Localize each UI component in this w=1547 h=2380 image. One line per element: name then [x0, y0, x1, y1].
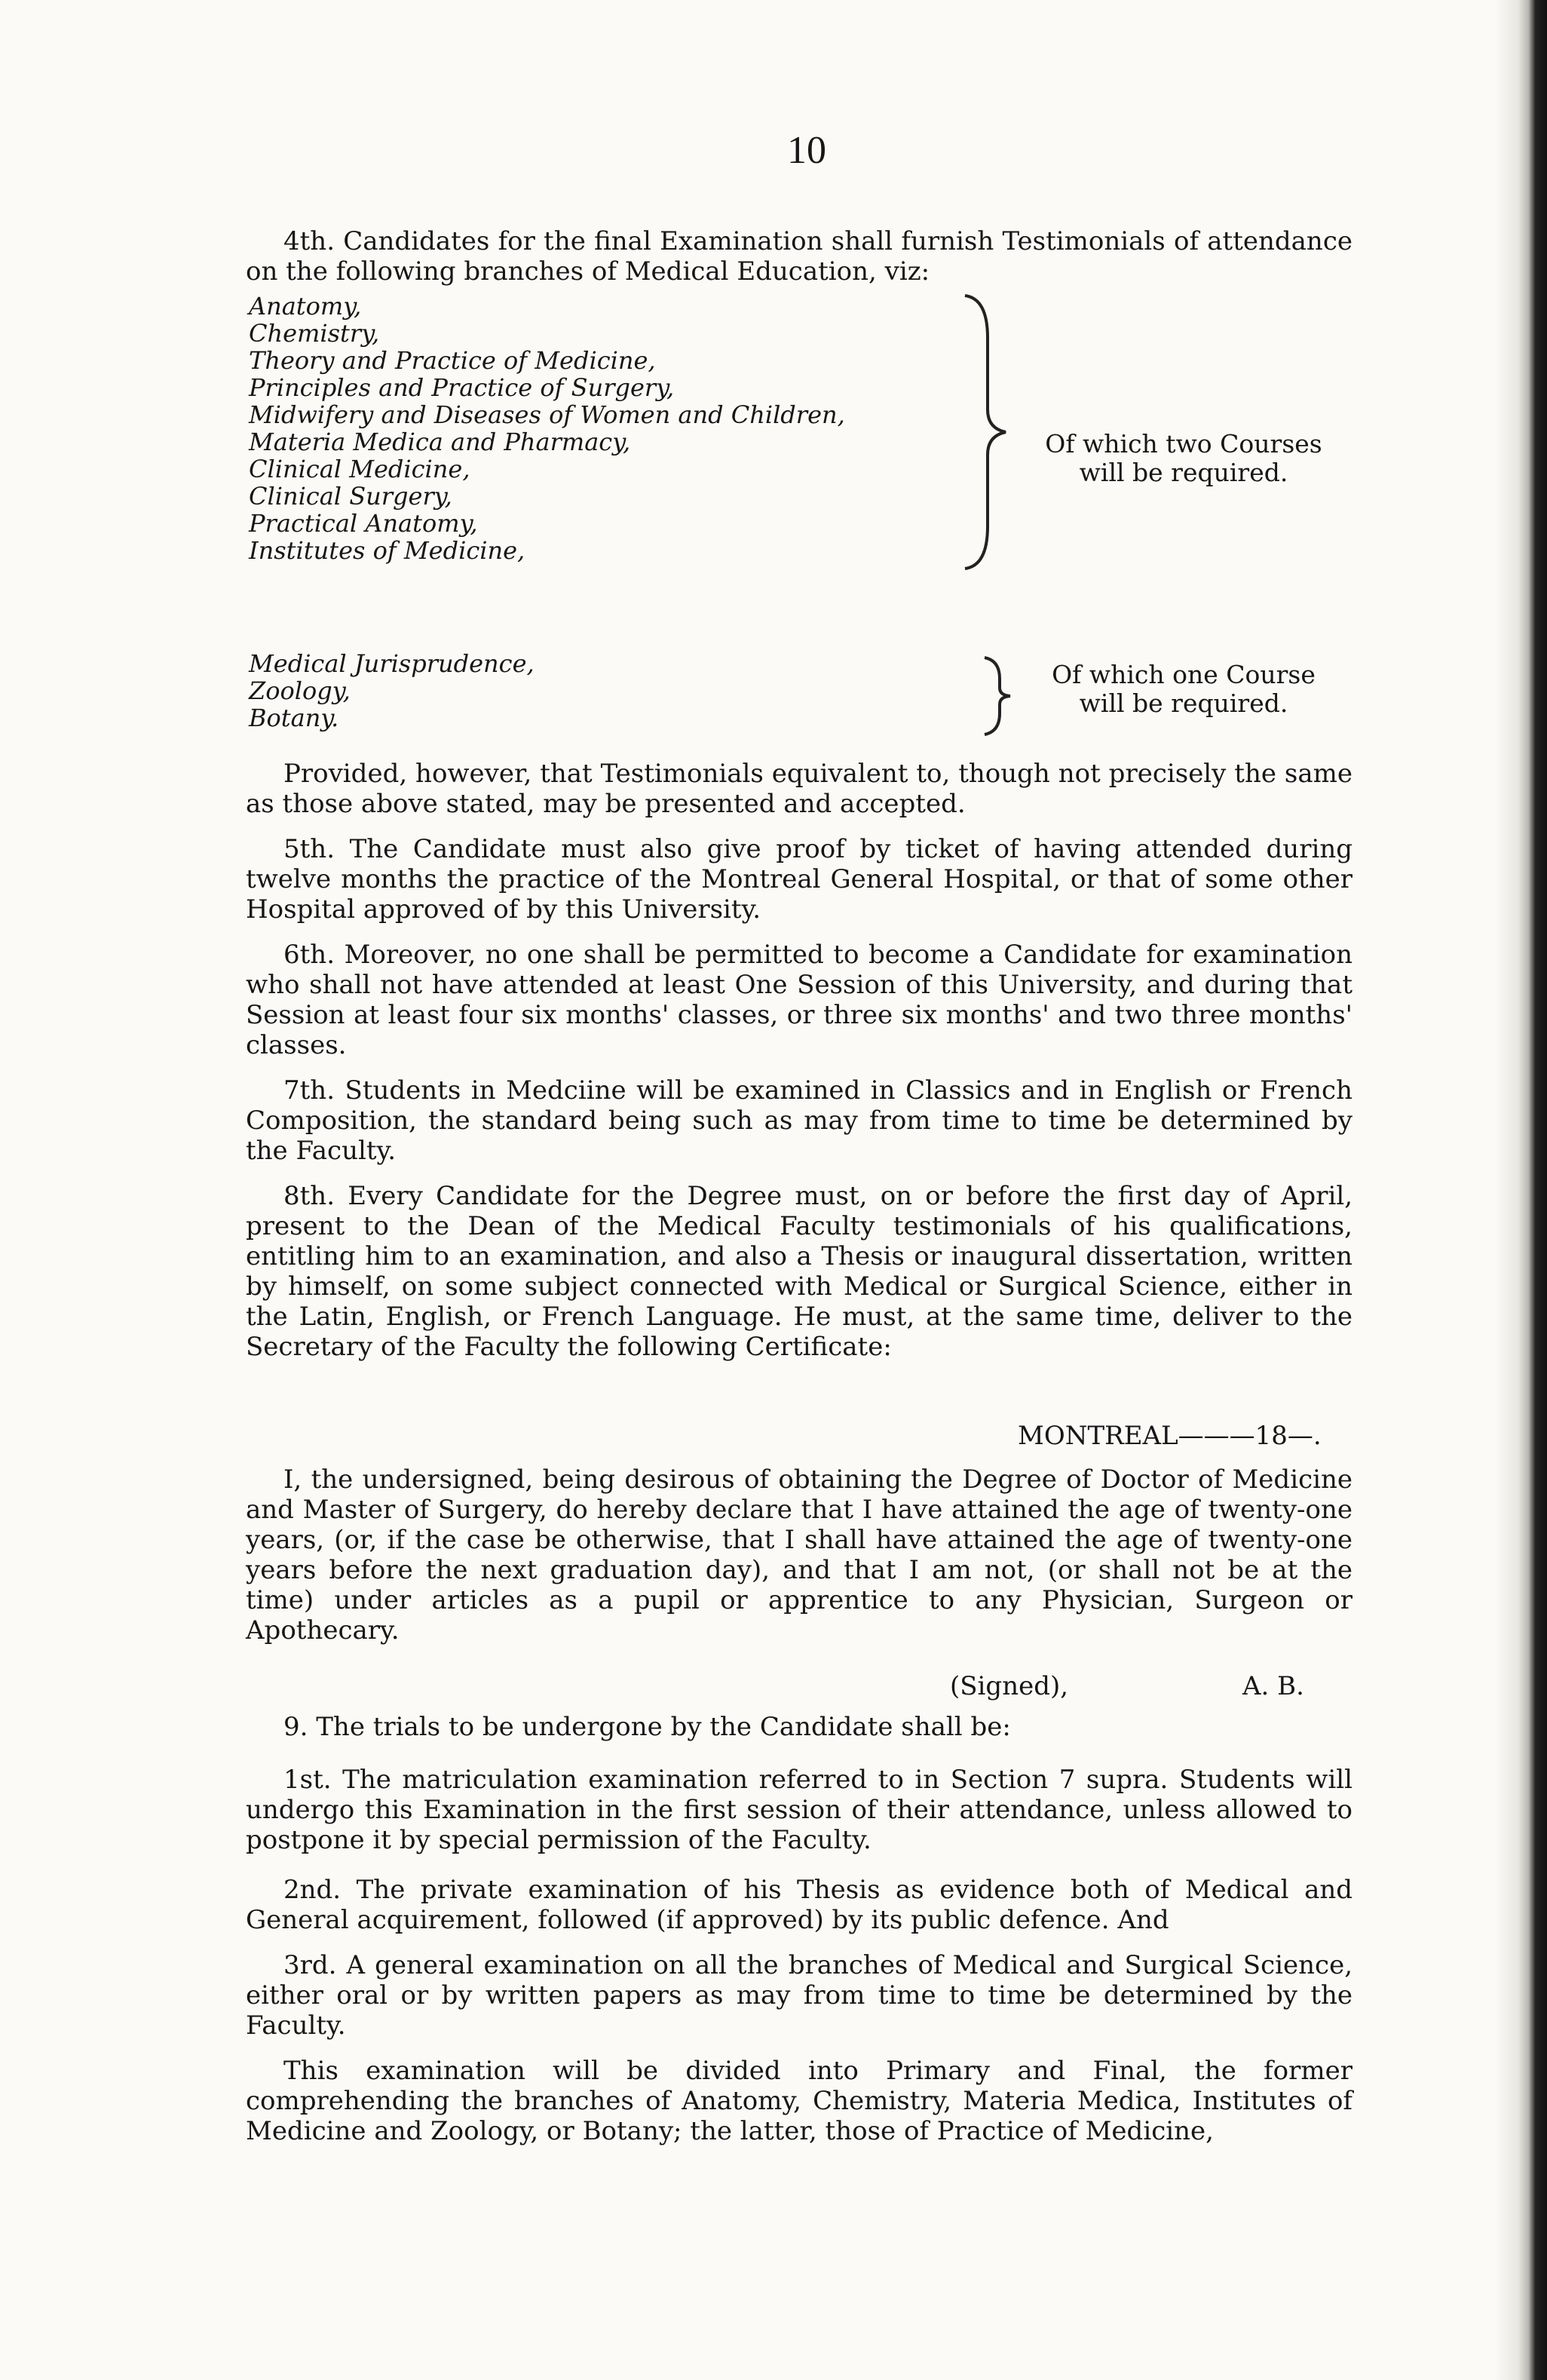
group1-note: [1010, 430, 1357, 487]
page-number: 10: [787, 129, 826, 172]
dateline: MONTREAL———18—.: [1018, 1421, 1322, 1451]
group1-note-line: Of which two Courses: [1045, 429, 1322, 459]
subject-item: Practical Anatomy,: [249, 509, 478, 538]
paragraph-4th: 4th. Candidates for the final Examination shall furnish Testimonials of attendance on the following branches of Medical Education, viz:: [246, 226, 1352, 287]
subject-item: Materia Medica and Pharmacy,: [249, 428, 631, 456]
group2-note: [1010, 661, 1357, 718]
paragraph-9: 9. The trials to be undergone by the Candidate shall be:: [283, 1712, 1011, 1742]
trial-3rd: 3rd. A general examination on all the branches of Medical and Surgical Science, either oral or by written papers as may from time to time be determined by the Faculty.: [246, 1950, 1352, 2041]
subject-item: Anatomy,: [249, 292, 362, 321]
subject-item: Institutes of Medicine,: [249, 536, 525, 565]
signed-name: A. B.: [1242, 1671, 1304, 1701]
subject-item: Chemistry,: [249, 319, 380, 348]
subject-item: Clinical Medicine,: [249, 455, 470, 483]
subject-item: Clinical Surgery,: [249, 482, 452, 511]
subject-item: Zoology,: [249, 676, 351, 705]
subject-item: Theory and Practice of Medicine,: [249, 346, 656, 375]
trial-2nd: 2nd. The private examination of his Thesis as evidence both of Medical and General acquirement, followed (if approved) by its public defence. And: [246, 1875, 1352, 1935]
paragraph-7th: 7th. Students in Medciine will be examined in Classics and in English or French Composition, the standard being such as may from time to time be determined by the Faculty.: [246, 1075, 1352, 1166]
subject-item: Principles and Practice of Surgery,: [249, 373, 675, 402]
brace-group1: [959, 293, 1012, 572]
group2-note-line: will be required.: [1079, 689, 1288, 718]
brace-group2: [980, 655, 1013, 738]
group2-note-line: Of which one Course: [1052, 660, 1316, 689]
paragraph-final: This examination will be divided into Primary and Final, the former comprehending the branches of Anatomy, Chemistry, Materia Medica, Institutes of Medicine and Zoology, or Botany; the latter, those of Practice of Medicine,: [246, 2056, 1352, 2146]
paragraph-5th: 5th. The Candidate must also give proof by ticket of having attended during twelve months the practice of the Montreal General Hospital, or that of some other Hospital approved of by this University.: [246, 834, 1352, 925]
subject-item: Medical Jurisprudence,: [249, 649, 535, 678]
paragraph-6th: 6th. Moreover, no one shall be permitted to become a Candidate for examination who shall not have attended at least One Session of this University, and during that Session at least four six months' classes, or three six months' and two three months' classes.: [246, 940, 1352, 1060]
subject-item: Midwifery and Diseases of Women and Children,: [249, 400, 845, 429]
signed-label: (Signed),: [950, 1671, 1069, 1701]
group1-note-line: will be required.: [1079, 458, 1288, 487]
book-edge: [1494, 0, 1547, 2380]
trial-1st: 1st. The matriculation examination referred to in Section 7 supra. Students will undergo this Examination in the first session of their attendance, unless allowed to postpone it by special permission of the Faculty.: [246, 1765, 1352, 1855]
paragraph-8th: 8th. Every Candidate for the Degree must, on or before the first day of April, present to the Dean of the Medical Faculty testimonials of his qualifications, entitling him to an examination, and also a Thesis or inaugural dissertation, written by himself, on some subject connected with Medical or Surgical Science, either in the Latin, English, or French Language. He must, at the same time, deliver to the Secretary of the Faculty the following Certificate:: [246, 1181, 1352, 1362]
paragraph-provided: Provided, however, that Testimonials equivalent to, though not precisely the same as those above stated, may be presented and accepted.: [246, 759, 1352, 819]
certificate-text: I, the undersigned, being desirous of obtaining the Degree of Doctor of Medicine and Master of Surgery, do hereby declare that I have attained the age of twenty-one years, (or, if the case be otherwise, that I shall have attained the age of twenty-one years before the next graduation day), and that I am not, (or shall not be at the time) under articles as a pupil or apprentice to any Physician, Surgeon or Apothecary.: [246, 1464, 1352, 1645]
subject-item: Botany.: [249, 704, 339, 732]
